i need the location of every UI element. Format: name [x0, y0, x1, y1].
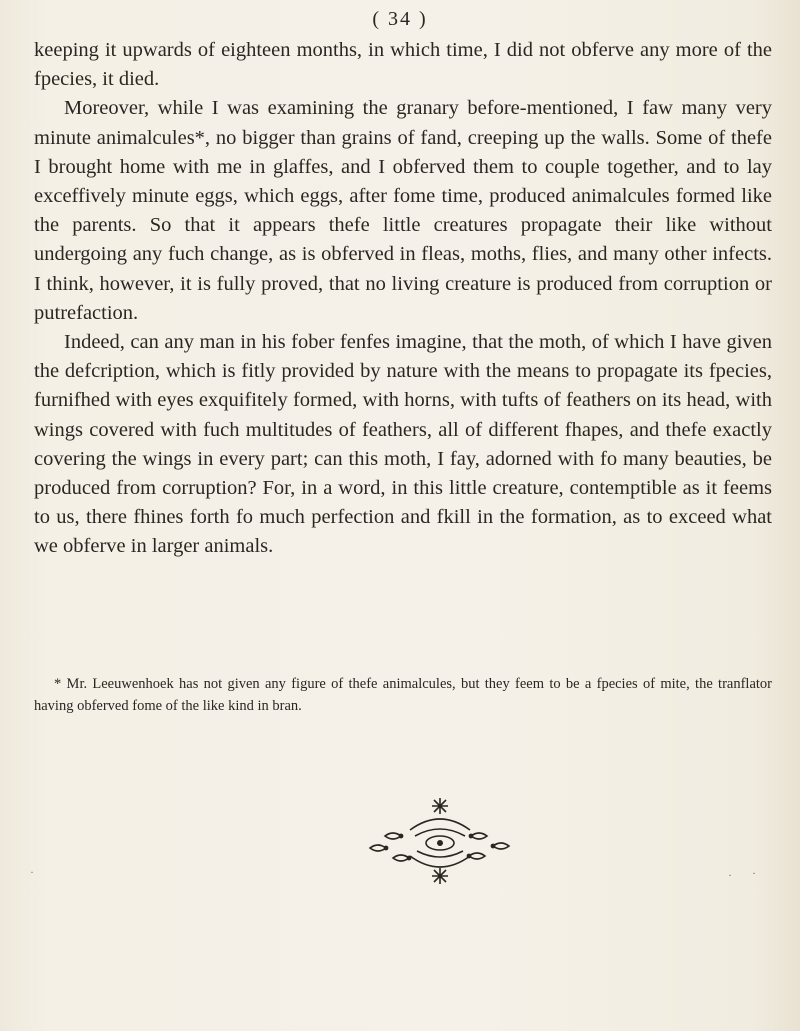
printers-ornament-icon — [365, 796, 515, 886]
paragraph-2: Moreover, while I was examining the granary before-mentioned, I faw many very minute animalcules*, no bigger than grains of fand, creeping up the walls. Some of thefe I brought home with me in glaffes, and I obferved them to couple together, and to lay exceffively minute eggs, which eggs, after fome time, produced animalcules formed like the parents. So that it appears thefe little creatures propagate their like without undergoing any fuch change, as is obferved in fleas, moths, flies, and many other infects. I think, however, it is fully proved, that no living creature is produced from corruption or putrefaction. — [34, 97, 772, 324]
margin-speck: · — [728, 868, 732, 882]
footnote-text: * Mr. Leeuwenhoek has not given any figure of thefe animalcules, but they feem to be a fpecies of mite, the tranflator having obferved fome of the like kind in bran. — [34, 676, 772, 714]
footnote — [34, 673, 772, 717]
page-number: ( 34 ) — [372, 8, 428, 30]
margin-speck: · — [30, 865, 34, 879]
paragraph-3: Indeed, can any man in his fober fenfes imagine, that the moth, of which I have given the defcription, which is fitly provided by nature with the means to propagate its fpecies, furnifhed with eyes exquifitely formed, with horns, with tufts of feathers on its head, with wings covered with fuch multitudes of feathers, all of different fhapes, and thefe exactly covering the wings in every part; can this moth, I fay, adorned with fo many beauties, be produced from corruption? For, in a word, in this little creature, contemptible as it feems to us, there fhines forth fo much perfection and fkill in the formation, as to exceed what we obferve in larger animals. — [34, 331, 772, 558]
main-text — [34, 36, 772, 562]
margin-speck: · — [752, 866, 756, 880]
paragraph-1: keeping it upwards of eighteen months, in which time, I did not obferve any more of the fpecies, it died. — [34, 39, 772, 91]
